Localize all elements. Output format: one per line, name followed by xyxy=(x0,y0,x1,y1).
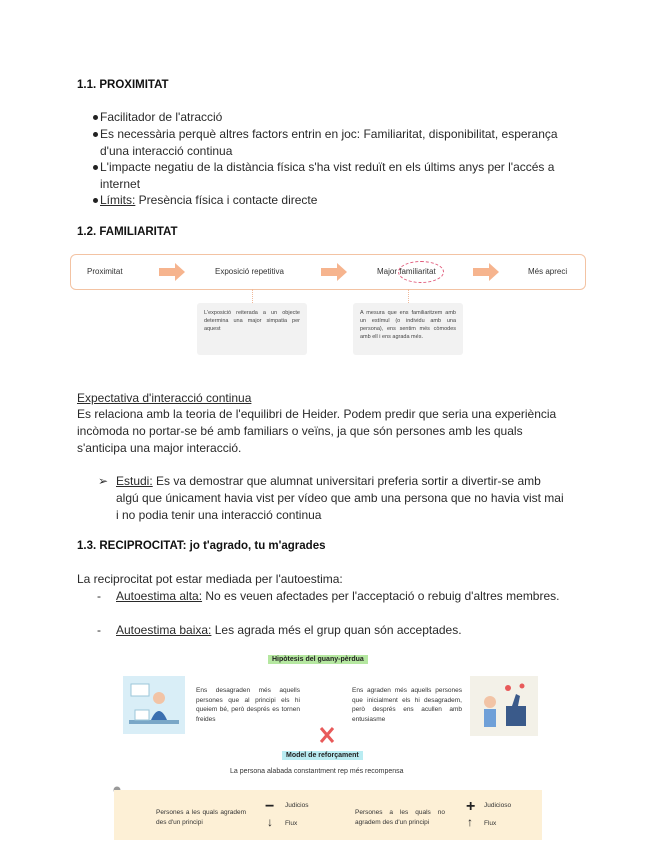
flow-step: Exposició repetitiva xyxy=(215,267,284,276)
minus-icon: − xyxy=(265,798,275,815)
list-item: Es necessària perquè altres factors entrin en joc: Familiaritat, disponibilitat, esperança d'una interacció continua xyxy=(100,126,570,159)
section-title-reciprocitat: 1.3. RECIPROCITAT: jo t'agrado, tu m'agrades xyxy=(77,540,326,552)
flow-step: Més apreci xyxy=(528,267,568,276)
paragraph-reciprocitat: La reciprocitat pot estar mediada per l'autoestima: xyxy=(77,572,343,586)
paragraph-expectativa: Es relaciona amb la teoria de l'equilibri de Heider. Podem predir que seria una experiència incòmoda no portar-se bé amb familiars o veïns, ja que són persones amb les quals s'anticipa una major interacció. xyxy=(77,407,557,455)
arrow-down-icon: ↓ xyxy=(267,815,273,829)
plus-icon: + xyxy=(466,798,476,815)
cross-icon xyxy=(319,726,335,744)
arrow-right-icon xyxy=(159,268,175,276)
text-alt-right: Persones a les quals no agradem des d'un principi xyxy=(355,809,445,826)
list-item: Facilitador de l'atracció xyxy=(100,109,570,126)
tag-model-reforcament: Model de reforçament xyxy=(282,751,363,760)
list-item: L'impacte negatiu de la distància física s'ha vist reduït en els últims anys per l'accés a internet xyxy=(100,159,570,192)
arrow-bullet-icon: ➢ xyxy=(98,474,109,488)
tag-guany-perdua: Hipòtesis del guany-pèrdua xyxy=(268,655,368,664)
arrow-right-icon xyxy=(473,268,489,276)
note-exposicio: L'exposició reiterada a un objecte determina una major simpatia per aquest xyxy=(197,303,307,355)
flow-step: Proximitat xyxy=(87,267,123,276)
list-item-limits: Límits: Presència física i contacte directe xyxy=(100,192,570,209)
paragraph-estudi: Estudi: Es va demostrar que alumnat universitari preferia sortir a divertir-se amb algú que únicament havia vist per vídeo que amb una persona que no havia vist mai i no podia tenir una interacció continua xyxy=(116,474,564,522)
person-desk-illustration xyxy=(123,676,185,734)
subheading-expectativa: Expectativa d'interacció continua xyxy=(77,391,252,405)
thumbs-up-illustration xyxy=(470,676,538,736)
text-alt-left: Persones a les quals agradem des d'un principi xyxy=(156,809,246,826)
highlight-ellipse xyxy=(398,261,444,283)
arrow-right-icon xyxy=(321,268,337,276)
text-reforcament: La persona alabada constantment rep més recompensa xyxy=(230,768,404,775)
note-familiaritat: A mesura que ens familiaritzem amb un estímul (o individu amb una persona), ens sentim més còmodes amb ell i ens agrada més. xyxy=(353,303,463,355)
flow-step: Major familiaritat xyxy=(377,267,436,276)
text-guany-right: Ens agraden més aquells persones que inicialment els hi desagradem, però després ens acullen amb entusiasme xyxy=(352,687,462,723)
list-item-autoestima-alta: Autoestima alta: No es veuen afectades per l'acceptació o rebuig d'altres membres. xyxy=(116,589,560,603)
section-title-familiaritat: 1.2. FAMILIARITAT xyxy=(77,226,178,238)
list-item-autoestima-baixa: Autoestima baixa: Les agrada més el grup quan són acceptades. xyxy=(116,623,462,637)
familiarity-flow-diagram xyxy=(70,254,586,290)
section-title-proximitat: 1.1. PROXIMITAT xyxy=(77,79,169,91)
text-guany-left: Ens desagraden més aquells persones que al principi els hi queiem bé, però després es tornen freides xyxy=(196,687,300,723)
arrow-up-icon: ↑ xyxy=(467,815,473,829)
